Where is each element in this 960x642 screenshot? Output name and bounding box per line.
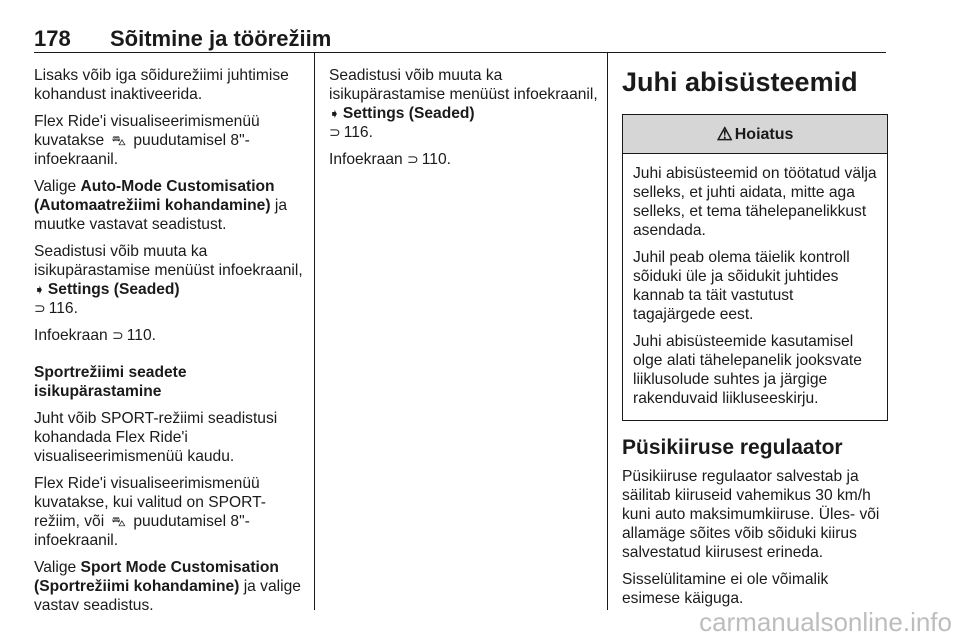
text: ja valige vastav seadistus. [34, 578, 301, 614]
page-reference[interactable]: 110. [126, 327, 156, 344]
text: Seadistusi võib muuta ka isikupärastamise menüüst infoekraanil, [329, 67, 598, 103]
menu-arrow-icon: ➧ [329, 106, 340, 121]
page-header [34, 26, 886, 53]
paragraph [34, 474, 306, 550]
column-left [34, 66, 306, 623]
menu-option-label: Auto-Mode Customisation (Automaatrežiimi kohandamine) [34, 178, 275, 214]
watermark: carmanualsonline.info [699, 607, 952, 637]
subsection-heading: Püsikiiruse regulaator [622, 436, 843, 459]
text: ja muutke vastavat seadistust. [34, 197, 288, 233]
column-right [622, 66, 888, 616]
warning-header [623, 115, 887, 154]
paragraph [329, 150, 599, 169]
menu-option-label: Settings (Seaded) [47, 281, 180, 298]
text: Infoekraan [34, 327, 108, 344]
page-number: 178 [34, 26, 71, 51]
paragraph: Lisaks võib iga sõidurežiimi juhtimise kohandust inaktiveerida. [34, 67, 289, 103]
paragraph [34, 112, 306, 169]
paragraph [34, 177, 306, 234]
paragraph [329, 66, 599, 142]
page-reference-icon: ⊃ [329, 124, 341, 140]
page-title: Sõitmine ja töörežiim [110, 26, 332, 51]
page-reference[interactable]: 110. [421, 151, 451, 168]
page-reference-icon: ⊃ [112, 327, 124, 343]
column-divider [314, 52, 315, 610]
page-reference-icon: ⊃ [407, 151, 419, 167]
menu-option-label: Sport Mode Customisation (Sportrežiimi kohandamine) [34, 559, 279, 595]
paragraph: Sisselülitamine ei ole võimalik esimese käiguga. [622, 571, 829, 607]
text: Valige [34, 559, 77, 576]
page-reference[interactable]: 116. [343, 124, 373, 141]
column-middle [329, 66, 599, 177]
warning-icon: ⚠ [716, 123, 733, 144]
paragraph: Juht võib SPORT-režiimi seadistusi kohandada Flex Ride'i visualiseerimismenüü kaudu. [34, 410, 278, 465]
page-reference[interactable]: 116. [48, 300, 78, 317]
menu-arrow-icon: ➧ [34, 282, 45, 297]
paragraph [34, 558, 306, 615]
paragraph [34, 326, 306, 345]
text: Infoekraan [329, 151, 403, 168]
column-divider [607, 52, 608, 610]
car-icon: ⛍ [111, 513, 126, 529]
menu-option-label: Settings (Seaded) [342, 105, 475, 122]
text: Flex Ride'i visualiseerimismenüü kuvatakse [34, 113, 260, 149]
text: Seadistusi võib muuta ka isikupärastamise menüüst infoekraanil, [34, 243, 303, 279]
section-heading: Juhi abisüsteemid [622, 67, 858, 97]
paragraph [34, 242, 306, 318]
warning-body [623, 154, 887, 420]
paragraph: Juhil peab olema täielik kontroll sõiduki üle ja sõidukit juhtides kannab ta täit vastutust tagajärgede eest. [633, 249, 850, 323]
paragraph: Juhi abisüsteemid on töötatud välja selleks, et juhti aidata, mitte aga selleks, et tema tähelepanelikkust asendada. [633, 165, 877, 239]
car-icon: ⛍ [111, 132, 126, 148]
warning-title: Hoiatus [734, 125, 794, 143]
text: Valige [34, 178, 77, 195]
text: puudutamisel 8"-infoekraanil. [34, 513, 250, 549]
paragraph: Juhi abisüsteemide kasutamisel olge alati tähelepanelik jooksvate liiklusolude suhtes ja järgige rakenduvaid liikluseeskirju. [633, 333, 862, 407]
page-reference-icon: ⊃ [34, 300, 46, 316]
subheading: Sportrežiimi seadete isikupärastamine [34, 364, 187, 400]
text: puudutamisel 8"-infoekraanil. [34, 132, 250, 168]
paragraph: Püsikiiruse regulaator salvestab ja säilitab kiiruseid vahemikus 30 km/h kuni auto maksimumkiiruse. Üles- või allamäge sõites võib sõiduki kiirus salvestatud kiirusest erineda. [622, 468, 880, 561]
warning-box [622, 114, 888, 421]
text: Flex Ride'i visualiseerimismenüü kuvatakse, kui valitud on SPORT-režiim, või [34, 475, 266, 530]
